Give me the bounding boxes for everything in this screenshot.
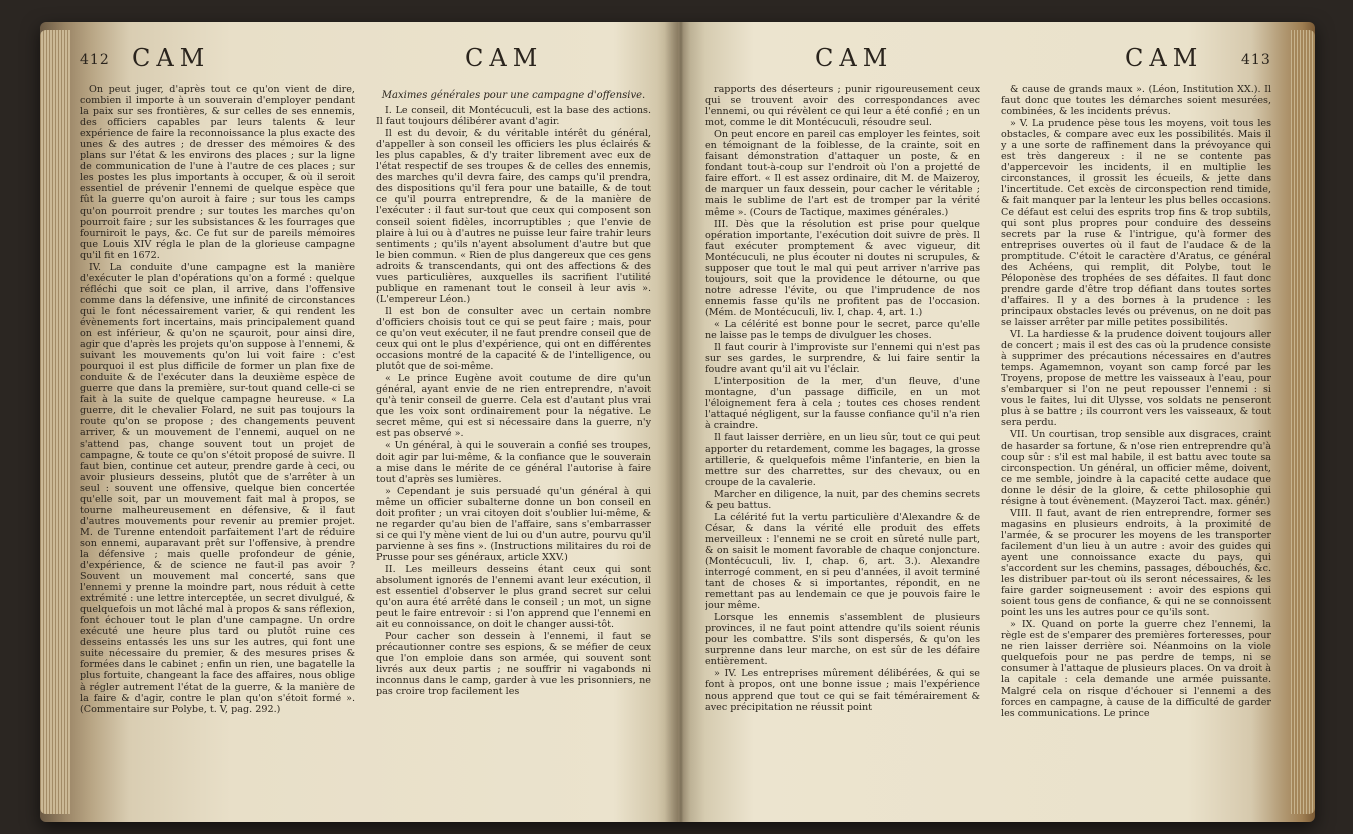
paragraph: » V. La prudence pèse tous les moyens, voit tous les obstacles, & compare avec eux les possibilités. Mais il y a une sorte de raffinement dans la prévoyance qui est très dangereux : il ne se contente pas d'appercevoir les incidents, il en multiplie les circonstances, il grossit les écueils, & jette dans l'incertitude. Cet excès de circonspection rend timide, & fait manquer par la lenteur les plus belles occasions. Ce défaut est celui des esprits trop fins & trop subtils, qui sont plus propres pour conduire des desseins secrets par la ruse & l'intrigue, qu'à former des entreprises ouvertes où il faut de l'audace & de la promptitude. C'étoit le caractère d'Aratus, ce général des Achéens, qui remplit, dit Polybe, tout le Péloponèse des trophées de ses défaites. Il faut donc prendre garde d'être trop défiant dans toutes sortes d'affaires. Il y a des bornes à la prudence : les principaux obstacles levés ou prévenus, on ne doit pas se laisser arrêter par mille petites possibilités. — [1001, 118, 1271, 328]
right-page — [705, 22, 1290, 822]
paragraph: Pour cacher son dessein à l'ennemi, il faut se précautionner contre ses espions, & se méfier de ceux que l'on emploie dans son armée, qui souvent sont livrés aux deux partis ; ne souffrir ni vagabonds ni inconnus dans le camp, garder à vue les prisonniers, ne pas croire trop facilement les — [376, 631, 651, 698]
section-subhead: Maximes générales pour une campagne d'offensive. — [381, 90, 646, 101]
page-number: 412 — [80, 52, 110, 68]
paragraph: Il faut laisser derrière, en un lieu sûr, tout ce qui peut apporter du retardement, comme les bagages, la grosse artillerie, & quelquefois même l'infanterie, en bien la mettre sur des charrettes, sur des chevaux, ou en croupe de la cavalerie. — [705, 432, 980, 488]
paragraph: Lorsque les ennemis s'assemblent de plusieurs provinces, il ne faut point attendre qu'ils soient réunis pour les combattre. S'ils sont dispersés, & qu'on les surprenne dans leur marche, on est sûr de les défaire entièrement. — [705, 612, 980, 668]
paragraph: Marcher en diligence, la nuit, par des chemins secrets & peu battus. — [705, 488, 980, 511]
page-number: 413 — [1241, 52, 1271, 68]
page-edges-left — [40, 30, 70, 814]
paragraph: Il faut courir à l'improviste sur l'ennemi qui n'est pas sur ses gardes, le surprendre, & lui faire sentir la foudre avant qu'il ait vu l'éclair. — [705, 342, 980, 376]
paragraph: » IV. Les entreprises mûrement délibérées, & qui se font à propos, ont une bonne issue ; mais l'expérience nous apprend que tout ce qui se fait témérairement & avec précipitation ne réussit point — [705, 668, 980, 713]
paragraph: L'interposition de la mer, d'un fleuve, d'une montagne, d'un passage difficile, en un mot l'éloignement fera à cela ; toutes ces choses rendent l'attaqué négligent, sur la fausse confiance qu'il n'a rien à craindre. — [705, 376, 980, 432]
page-edges-right — [1291, 30, 1315, 814]
paragraph: rapports des déserteurs ; punir rigoureusement ceux qui se trouvent avoir des correspondances avec l'ennemi, ou qui révèlent ce qui leur a été confié ; en un mot, comme le dit Montécuculi, résoudre seul. — [705, 84, 980, 129]
paragraph: » IX. Quand on porte la guerre chez l'ennemi, la règle est de s'emparer des premières forteresses, pour ne rien laisser derrière soi. Néanmoins on la viole quelquefois pour ne pas perdre de temps, ni se consumer à l'attaque de plusieurs places. On va droit à la capitale : cela demande une armée puissante. Malgré cela on risque d'échouer si l'ennemi a des forces en campagne, à cause de la difficulté de garder les communications. Le prince — [1001, 619, 1271, 719]
paragraph: VI. La hardiesse & la prudence doivent toujours aller de concert ; mais il est des cas où la prudence consiste à supprimer des précautions nécessaires en d'autres temps. Agamemnon, voyant son camp forcé par les Troyens, propose de mettre les vaisseaux à l'eau, pour s'embarquer si l'on ne peut repousser l'ennemi : si vous le faites, lui dit Ulysse, vos soldats ne penseront plus à se battre ; ils courront vers les vaisseaux, & tout sera perdu. — [1001, 329, 1271, 429]
paragraph: I. Le conseil, dit Montécuculi, est la base des actions. Il faut toujours délibérer avant d'agir. — [376, 105, 651, 128]
paragraph: « Un général, à qui le souverain a confié ses troupes, doit agir par lui-même, & la confiance que le souverain a mise dans le mérite de ce général l'autorise à faire tout d'après ses lumières. — [376, 440, 651, 485]
running-head: CAM — [132, 44, 211, 72]
paragraph: & cause de grands maux ». (Léon, Institution XX.). Il faut donc que toutes les démarches soient mesurées, combinées, & les incidents prévus. — [1001, 84, 1271, 118]
running-head: CAM — [465, 44, 544, 72]
paragraph: « La célérité est bonne pour le secret, parce qu'elle ne laisse pas le temps de divulguer les choses. — [705, 318, 980, 342]
paragraph: II. Les meilleurs desseins étant ceux qui sont absolument ignorés de l'ennemi avant leur exécution, il est essentiel d'observer le plus grand secret sur celui qu'on aura été arrêté dans le conseil ; un mot, un signe peut le faire entrevoir : si l'on apprend que l'ennemi en ait eu connoissance, on doit le changer aussi-tôt. — [376, 563, 651, 631]
paragraph: On peut encore en pareil cas employer les feintes, soit en témoignant de la foiblesse, de la crainte, soit en faisant démonstration d'attaquer un poste, & en fondant tout-à-coup sur l'endroit où l'on a projetté de faire effort. « Il est assez ordinaire, dit M. de Maizeroy, de marquer un faux dessein, pour cacher le véritable ; mais le sublime de l'art est de tromper par la vérité même ». (Cours de Tactique, maximes générales.) — [705, 129, 980, 218]
left-page — [80, 22, 680, 822]
paragraph: Il est bon de consulter avec un certain nombre d'officiers choisis tout ce qui se peut faire ; mais, pour ce qu'on veut exécuter, il ne faut prendre conseil que de ceux qui ont le plus d'expérience, qui ont en différentes occasions montré de la capacité & de l'intelligence, ou plutôt que de soi-même. — [376, 305, 651, 373]
text-column-1 — [80, 84, 355, 784]
text-column-1 — [705, 84, 980, 784]
paragraph: « Le prince Eugène avoit coutume de dire qu'un général, ayant envie de ne rien entreprendre, n'avoit qu'à tenir conseil de guerre. Cela est d'autant plus vrai que les voix sont ordinairement pour la négative. Le secret même, qui est si nécessaire dans la guerre, n'y est pas observé ». — [376, 373, 651, 440]
paragraph: VII. Un courtisan, trop sensible aux disgraces, craint de hasarder sa fortune, & n'ose rien entreprendre qu'à coup sûr : s'il est mal habile, il est battu avec toute sa circonspection. Un général, un officier même, doivent, ce me semble, joindre à la capacité cette audace que donne le désir de la gloire, & cette philosophie qui résigne à tout évènement. (Mayzeroi Tact. max. génér.) — [1001, 429, 1271, 507]
paragraph: La célérité fut la vertu particulière d'Alexandre & de César, & dans la vérité elle produit des effets merveilleux : l'ennemi ne se croit en sûreté nulle part, & on saisit le moment favorable de chaque conjoncture. (Montécuculi, liv. I, chap. 6, art. 3.). Alexandre interrogé comment, en si peu d'années, il avoit terminé tant de choses & si importantes, répondit, en ne remettant pas au lendemain ce que je pouvois faire le jour même. — [705, 511, 980, 612]
paragraph: VIII. Il faut, avant de rien entreprendre, former ses magasins en plusieurs endroits, à la proximité de l'armée, & se procurer les moyens de les transporter facilement d'un lieu à un autre : avoir des guides qui ayent une connoissance exacte du pays, qui s'accordent sur les chemins, passages, débouchés, &c. les distribuer par-tout où ils seront nécessaires, & les faire garder soigneusement : avoir des espions qui soient tous gens de confiance, & qui ne se connoissent point les uns les autres pour ce qu'ils sont. — [1001, 507, 1271, 619]
paragraph: Il est du devoir, & du véritable intérêt du général, d'appeller à son conseil les officiers les plus éclairés & les plus capables, & d'y traiter librement avec eux de l'état respectif de ses troupes & de celles des ennemis, des marches qu'il devra faire, des camps qu'il prendra, des dispositions qu'il fera pour une bataille, & de tout ce qu'il pourra entreprendre, & de la manière de l'exécuter : il faut sur-tout que ceux qui composent son conseil soient fidèles, incorruptibles ; que l'envie de plaire à lui ou à d'autres ne puisse leur faire trahir leurs sentiments ; qu'ils n'ayent absolument d'autre but que le bien commun. « Rien de plus dangereux que ces gens adroits & transcendants, qui ont des affections & des vues particulières, auxquelles ils sacrifient l'utilité publique en ramenant tout le conseil à leur avis ». (L'empereur Léon.) — [376, 128, 651, 305]
running-head: CAM — [1125, 44, 1204, 72]
text-column-2 — [376, 84, 651, 784]
paragraph: IV. La conduite d'une campagne est la manière d'exécuter le plan d'opérations qu'on a formé : quelque réfléchi que soit ce plan, il arrive, dans l'offensive comme dans la défensive, une infinité de circonstances qui le font nécessairement varier, & qui rendent les évènements fort incertains, mais principalement quand on est inférieur, & qu'on ne sçauroit, pour ainsi dire, agir que d'après les projets qu'on suppose à l'ennemi, & suivant les mouvements qu'on lui voit faire : c'est pourquoi il est plus difficile de former un plan fixe de conduite & de l'exécuter dans la deuxième espèce de guerre que dans la première, sur-tout quand celle-ci se fait à la suite de quelque campagne heureuse. « La guerre, dit le chevalier Folard, ne suit pas toujours la route qu'on se propose ; des changements peuvent arriver, & un mouvement de l'ennemi, auquel on ne s'attend pas, change souvent tout un projet de campagne, & toute ce qu'on s'étoit proposé de suivre. Il faut bien, continue cet auteur, prendre garde à ceci, ou avoir plusieurs desseins, plutôt que de s'arrêter à un seul : souvent une offensive, quelque bien concertée qu'elle soit, par un mouvement fait mal à propos, se tourne malheureusement en défensive, & il faut d'autres mouvements pour revenir au premier projet. M. de Turenne entendoit parfaitement l'art de réduire son ennemi, auparavant prêt sur l'offensive, à prendre la défensive ; mais quelle profondeur de génie, d'expérience, & de science ne faut-il pas avoir ? Souvent un mouvement mal concerté, sans que l'ennemi y prenne la moindre part, nous réduit à cette extrémité : une lettre interceptée, un secret divulgué, & quelquefois un mot lâché mal à propos & sans réflexion, font échouer tout le plan d'une campagne. Un ordre exécuté une heure plus tard ou plutôt ruine ces desseins entassés les uns sur les autres, qui font une suite nécessaire du premier, & des mesures prises & formées dans le cabinet ; enfin un rien, une bagatelle la plus fortuite, changeant la face des affaires, nous oblige à régler autrement l'état de la guerre, & la manière de la faire & d'agir, contre le plan qu'on s'étoit formé ». (Commentaire sur Polybe, t. V, pag. 292.) — [80, 261, 355, 715]
open-book — [40, 22, 1315, 822]
running-head: CAM — [815, 44, 894, 72]
paragraph: » Cependant je suis persuadé qu'un général à qui même un officier subalterne donne un bon conseil en doit profiter ; un vrai citoyen doit s'oublier lui-même, & ne regarder qu'au bien de l'affaire, sans s'embarrasser si ce qui l'y mène vient de lui ou d'un autre, pourvu qu'il parvienne à ses fins ». (Instructions militaires du roi de Prusse pour ses généraux, article XXV.) — [376, 485, 651, 563]
paragraph: III. Dès que la résolution est prise pour quelque opération importante, l'exécution doit suivre de près. Il faut exécuter promptement & avec vigueur, dit Montécuculi, ne plus écouter ni doutes ni scrupules, & supposer que tout le mal qui peut arriver n'arrive pas toujours, soit que la providence le détourne, ou que notre adresse l'évite, ou que l'imprudence de nos ennemis fasse qu'ils ne profitent pas de l'occasion. (Mém. de Montécuculi, liv. I, chap. 4, art. 1.) — [705, 218, 980, 318]
text-column-2 — [1001, 84, 1271, 784]
paragraph: On peut juger, d'après tout ce qu'on vient de dire, combien il importe à un souverain d'employer pendant la paix sur ses frontières, & sur celles de ses ennemis, des officiers capables par leurs talents & leur expérience de faire la reconnoissance la plus exacte des unes & des autres ; de dresser des mémoires & des plans sur l'état & les environs des places ; sur la ligne de communication de l'une à l'autre de ces places ; sur les postes les plus importants à occuper, & où il seroit essentiel de prévenir l'ennemi de quelque espèce que fût la guerre qu'on auroit à faire ; sur tous les camps qu'on pourroit prendre ; sur toutes les marches qu'on pourroit faire ; sur les subsistances & les fourrages que fourniroit le pays, &c. Ce fut sur de pareils mémoires que Louis XIV régla le plan de la glorieuse campagne qu'il fit en 1672. — [80, 84, 355, 261]
